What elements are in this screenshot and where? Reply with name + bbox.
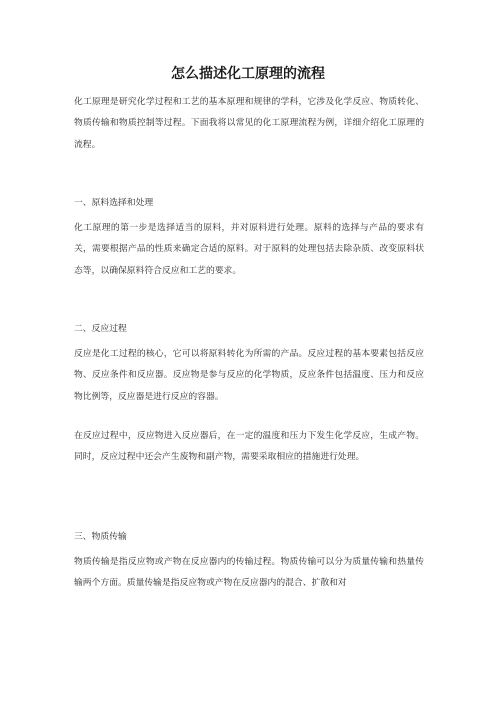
section-heading-reaction: 二、反应过程 <box>74 324 127 334</box>
document-title: 怎么描述化工原理的流程 <box>171 66 325 82</box>
section-paragraph-reaction-1: 反应是化工过程的核心，它可以将原料转化为所需的产品。反应过程的基本要素包括反应物、反应条件和反应器。反应物是参与反应的化学物质，反应条件包括温度、压力和反应物比例等，反应器是进行反应的容器。 <box>74 349 424 402</box>
section-paragraph-mass-transfer: 物质传输是指反应物或产物在反应器内的传输过程。物质传输可以分为质量传输和热量传输两个方面。质量传输是指反应物或产物在反应器内的混合、扩散和对 <box>74 557 424 589</box>
section-paragraph-raw-materials: 化工原理的第一步是选择适当的原料，并对原料进行处理。原料的选择与产品的要求有关，需要根据产品的性质来确定合适的原料。对于原料的处理包括去除杂质、改变原料状态等，以确保原料符合反应和工艺的要求。 <box>74 223 424 276</box>
section-heading-mass-transfer: 三、物质传输 <box>74 532 127 542</box>
section-paragraph-reaction-2: 在反应过程中，反应物进入反应器后，在一定的温度和压力下发生化学反应，生成产物。同时，反应过程中还会产生废物和副产物，需要采取相应的措施进行处理。 <box>74 431 424 463</box>
section-heading-raw-materials: 一、原料选择和处理 <box>74 198 154 208</box>
intro-paragraph: 化工原理是研究化学过程和工艺的基本原理和规律的学科，它涉及化学反应、物质转化、物质传输和物质控制等过程。下面我将以常见的化工原理流程为例，详细介绍化工原理的流程。 <box>74 97 424 150</box>
